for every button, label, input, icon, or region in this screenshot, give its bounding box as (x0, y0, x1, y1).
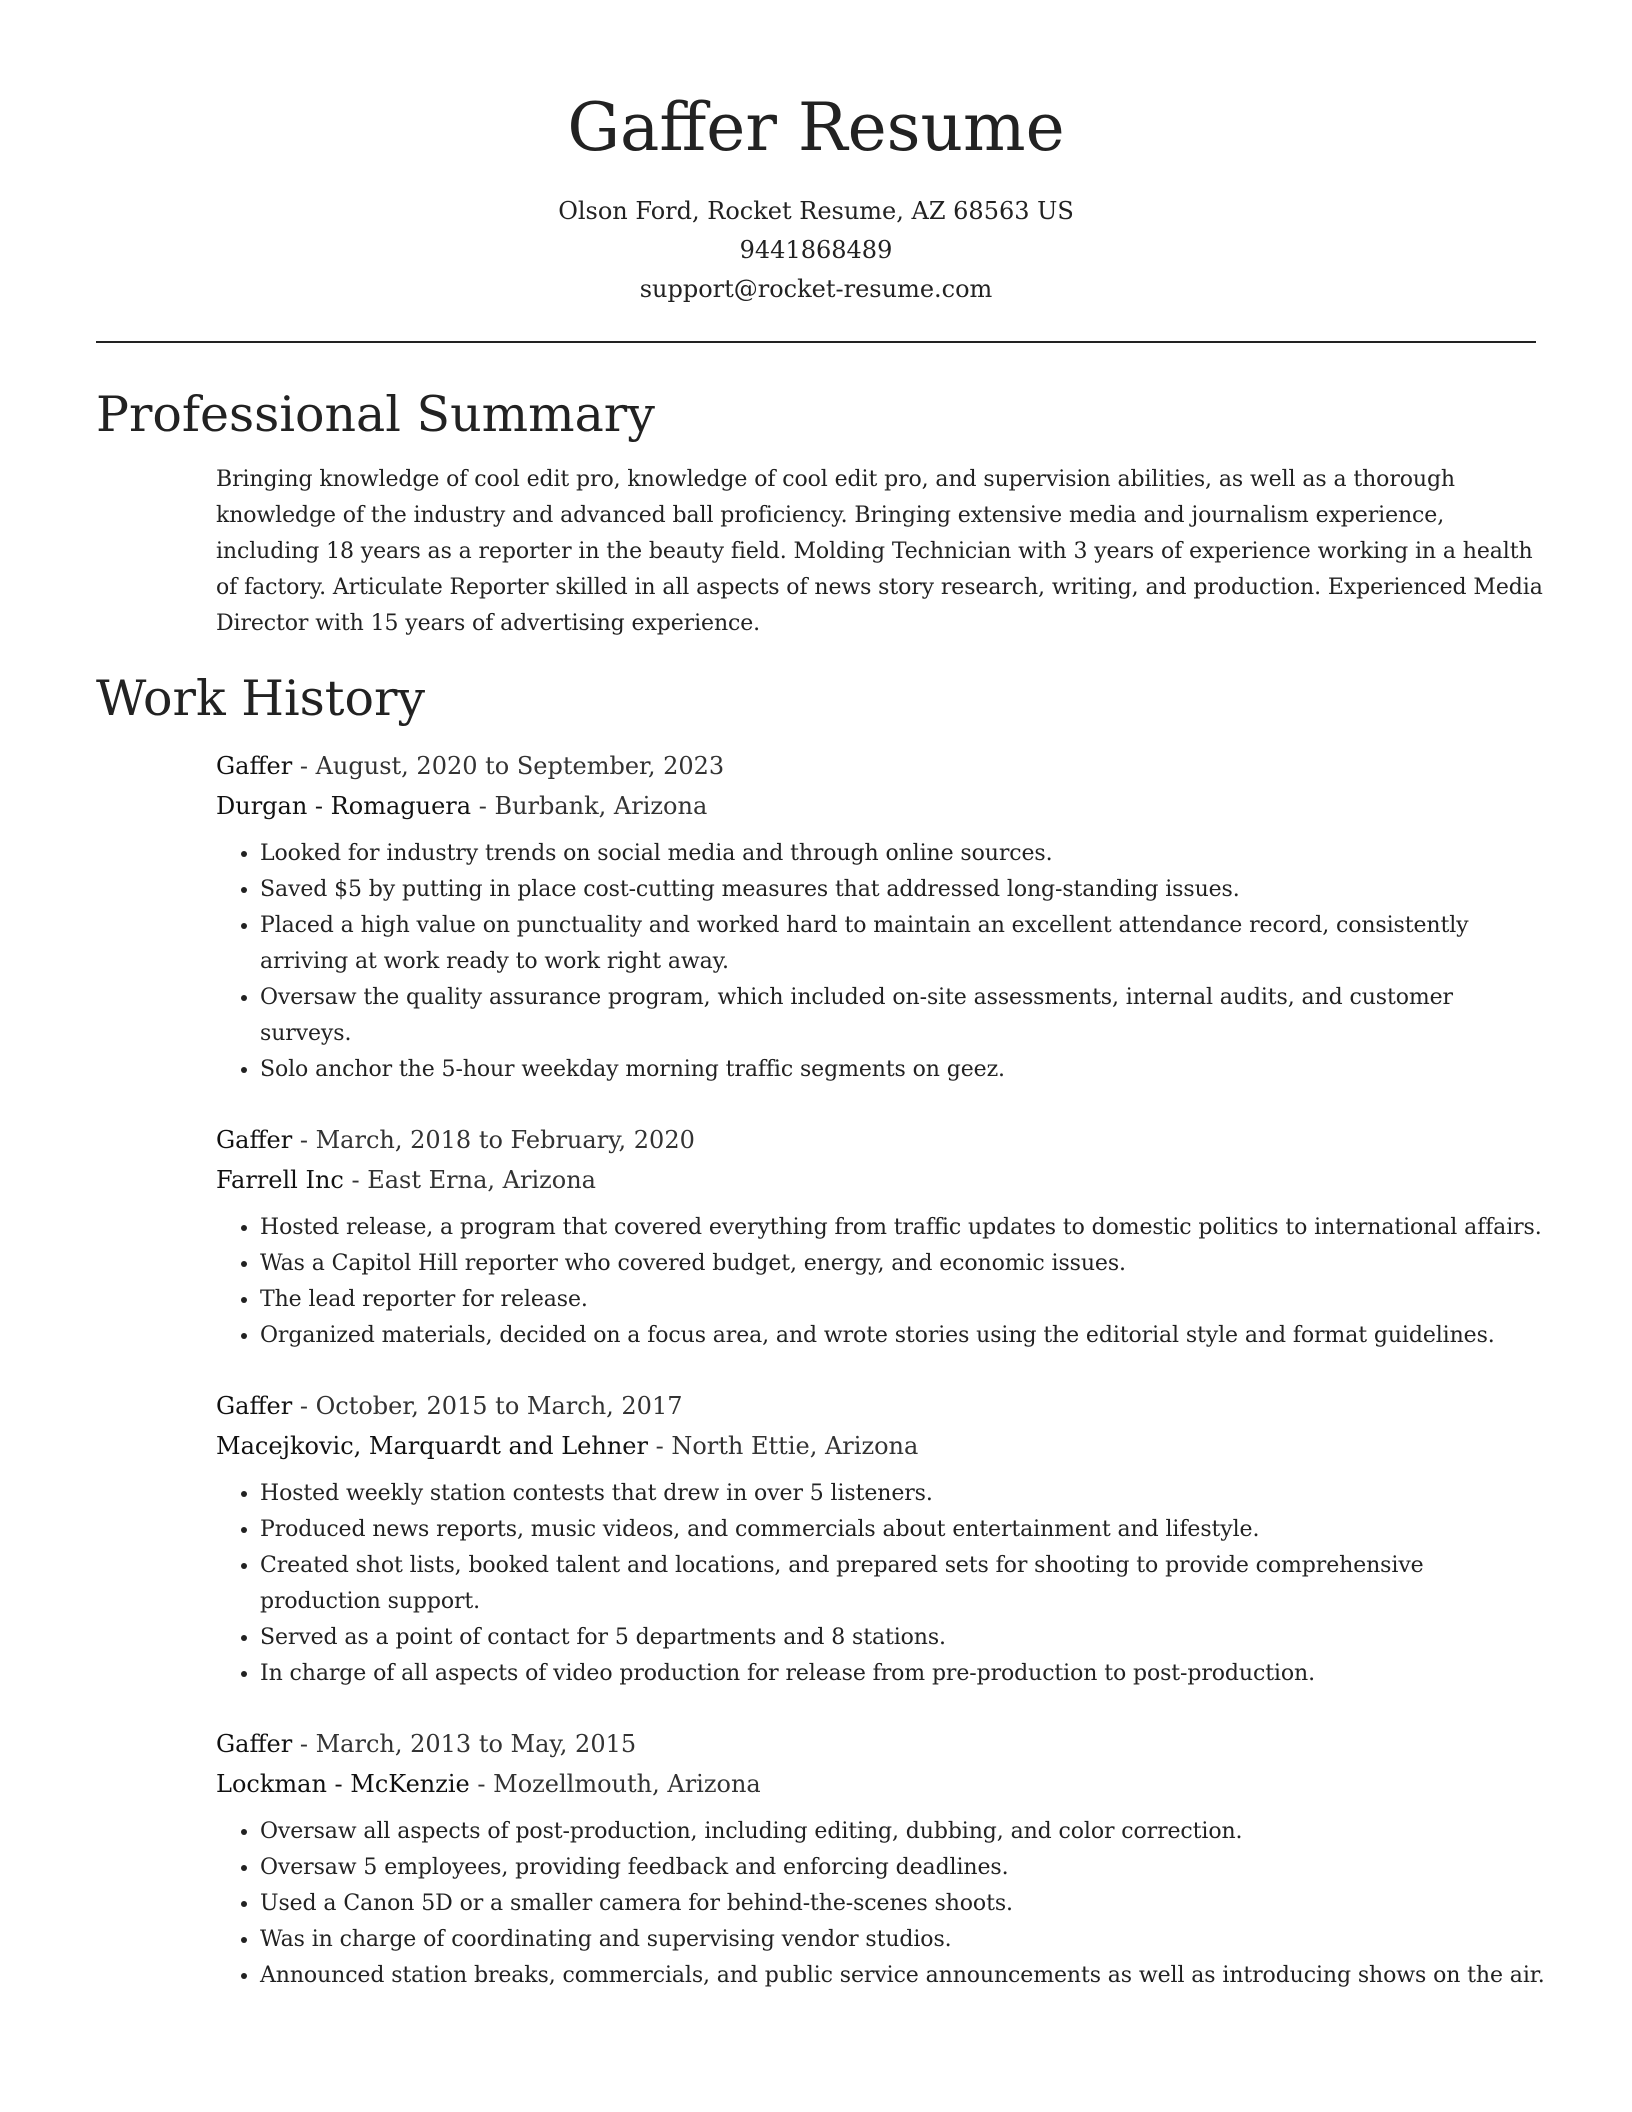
job-company-line: Farrell Inc - East Erna, Arizona (216, 1166, 596, 1194)
header-divider (96, 341, 1536, 343)
job-bullet: • Oversaw all aspects of post-production, including editing, dubbing, and color correction. (260, 1814, 1546, 1850)
job-company: Farrell Inc (216, 1166, 344, 1194)
job-bullet: • Was in charge of coordinating and supervising vendor studios. (260, 1922, 1546, 1958)
resume-title: Gaffer Resume (567, 89, 1065, 166)
job-title-line: Gaffer - March, 2018 to February, 2020 (216, 1126, 695, 1154)
job-location: Mozellmouth, Arizona (493, 1770, 761, 1798)
job-entry (216, 746, 1546, 1088)
job-title: Gaffer (216, 1126, 293, 1154)
job-dates: October, 2015 to March, 2017 (315, 1392, 683, 1420)
summary-text: Bringing knowledge of cool edit pro, knowledge of cool edit pro, and supervision abilities, as well as a thorough knowledge of the industry and advanced ball proficiency. Bringing extensive media and journalism experience, including 18 years as a reporter in the beauty field. Molding Technician with 3 years of experience working in a health of factory. Articulate Reporter skilled in all aspects of news story research, writing, and production. Experienced Media Director with 15 years of advertising experience. (216, 467, 1543, 636)
job-company-line: Macejkovic, Marquardt and Lehner - North Ettie, Arizona (216, 1432, 919, 1460)
job-bullet: • Produced news reports, music videos, and commercials about entertainment and lifestyle. (260, 1512, 1546, 1548)
job-title-line: Gaffer - March, 2013 to May, 2015 (216, 1730, 637, 1758)
job-bullet: • Created shot lists, booked talent and locations, and prepared sets for shooting to provide comprehensive production support. (260, 1548, 1546, 1620)
contact-phone: 9441868489 (739, 236, 893, 264)
work-history-list (216, 746, 1546, 2026)
job-dates: August, 2020 to September, 2023 (315, 752, 725, 780)
job-title-line: Gaffer - October, 2015 to March, 2017 (216, 1392, 683, 1420)
job-bullets (216, 1814, 1546, 1994)
job-entry (216, 1386, 1546, 1692)
job-location: North Ettie, Arizona (671, 1432, 919, 1460)
job-entry (216, 1724, 1546, 1994)
job-bullet: • Oversaw 5 employees, providing feedback and enforcing deadlines. (260, 1850, 1546, 1886)
job-title: Gaffer (216, 752, 293, 780)
job-bullet: • The lead reporter for release. (260, 1282, 1546, 1318)
contact-email: support@rocket-resume.com (639, 275, 993, 303)
job-company: Durgan - Romaguera (216, 792, 472, 820)
job-bullet: • Used a Canon 5D or a smaller camera for behind-the-scenes shoots. (260, 1886, 1546, 1922)
job-bullet: • In charge of all aspects of video production for release from pre-production to post-production. (260, 1656, 1546, 1692)
job-company-line: Lockman - McKenzie - Mozellmouth, Arizona (216, 1770, 761, 1798)
contact-address: Olson Ford, Rocket Resume, AZ 68563 US (558, 197, 1074, 225)
job-company: Macejkovic, Marquardt and Lehner (216, 1432, 648, 1460)
job-bullet: • Was a Capitol Hill reporter who covered budget, energy, and economic issues. (260, 1246, 1546, 1282)
job-bullets (216, 836, 1546, 1088)
job-title-line: Gaffer - August, 2020 to September, 2023 (216, 752, 725, 780)
job-title: Gaffer (216, 1392, 293, 1420)
summary-heading: Professional Summary (96, 386, 655, 443)
job-bullet: • Organized materials, decided on a focus area, and wrote stories using the editorial style and format guidelines. (260, 1318, 1546, 1354)
job-dates: March, 2013 to May, 2015 (315, 1730, 637, 1758)
job-bullet: • Announced station breaks, commercials, and public service announcements as well as introducing shows on the air. (260, 1958, 1546, 1994)
job-bullets (216, 1210, 1546, 1354)
job-location: East Erna, Arizona (367, 1166, 596, 1194)
job-bullet: • Hosted release, a program that covered everything from traffic updates to domestic politics to international affairs. (260, 1210, 1546, 1246)
job-bullet: • Saved $5 by putting in place cost-cutting measures that addressed long-standing issues. (260, 872, 1546, 908)
job-bullet: • Looked for industry trends on social media and through online sources. (260, 836, 1546, 872)
job-company: Lockman - McKenzie (216, 1770, 470, 1798)
contact-block (0, 192, 1632, 309)
job-bullet: • Served as a point of contact for 5 departments and 8 stations. (260, 1620, 1546, 1656)
job-bullets (216, 1476, 1546, 1692)
job-bullet: • Hosted weekly station contests that drew in over 5 listeners. (260, 1476, 1546, 1512)
job-title: Gaffer (216, 1730, 293, 1758)
work-history-heading: Work History (96, 670, 426, 727)
job-bullet: • Placed a high value on punctuality and worked hard to maintain an excellent attendance record, consistently arriving at work ready to work right away. (260, 908, 1546, 980)
job-bullet: • Oversaw the quality assurance program, which included on-site assessments, internal audits, and customer surveys. (260, 980, 1546, 1052)
job-bullet: • Solo anchor the 5-hour weekday morning traffic segments on geez. (260, 1052, 1546, 1088)
job-dates: March, 2018 to February, 2020 (315, 1126, 695, 1154)
job-company-line: Durgan - Romaguera - Burbank, Arizona (216, 792, 708, 820)
job-location: Burbank, Arizona (494, 792, 708, 820)
job-entry (216, 1120, 1546, 1354)
